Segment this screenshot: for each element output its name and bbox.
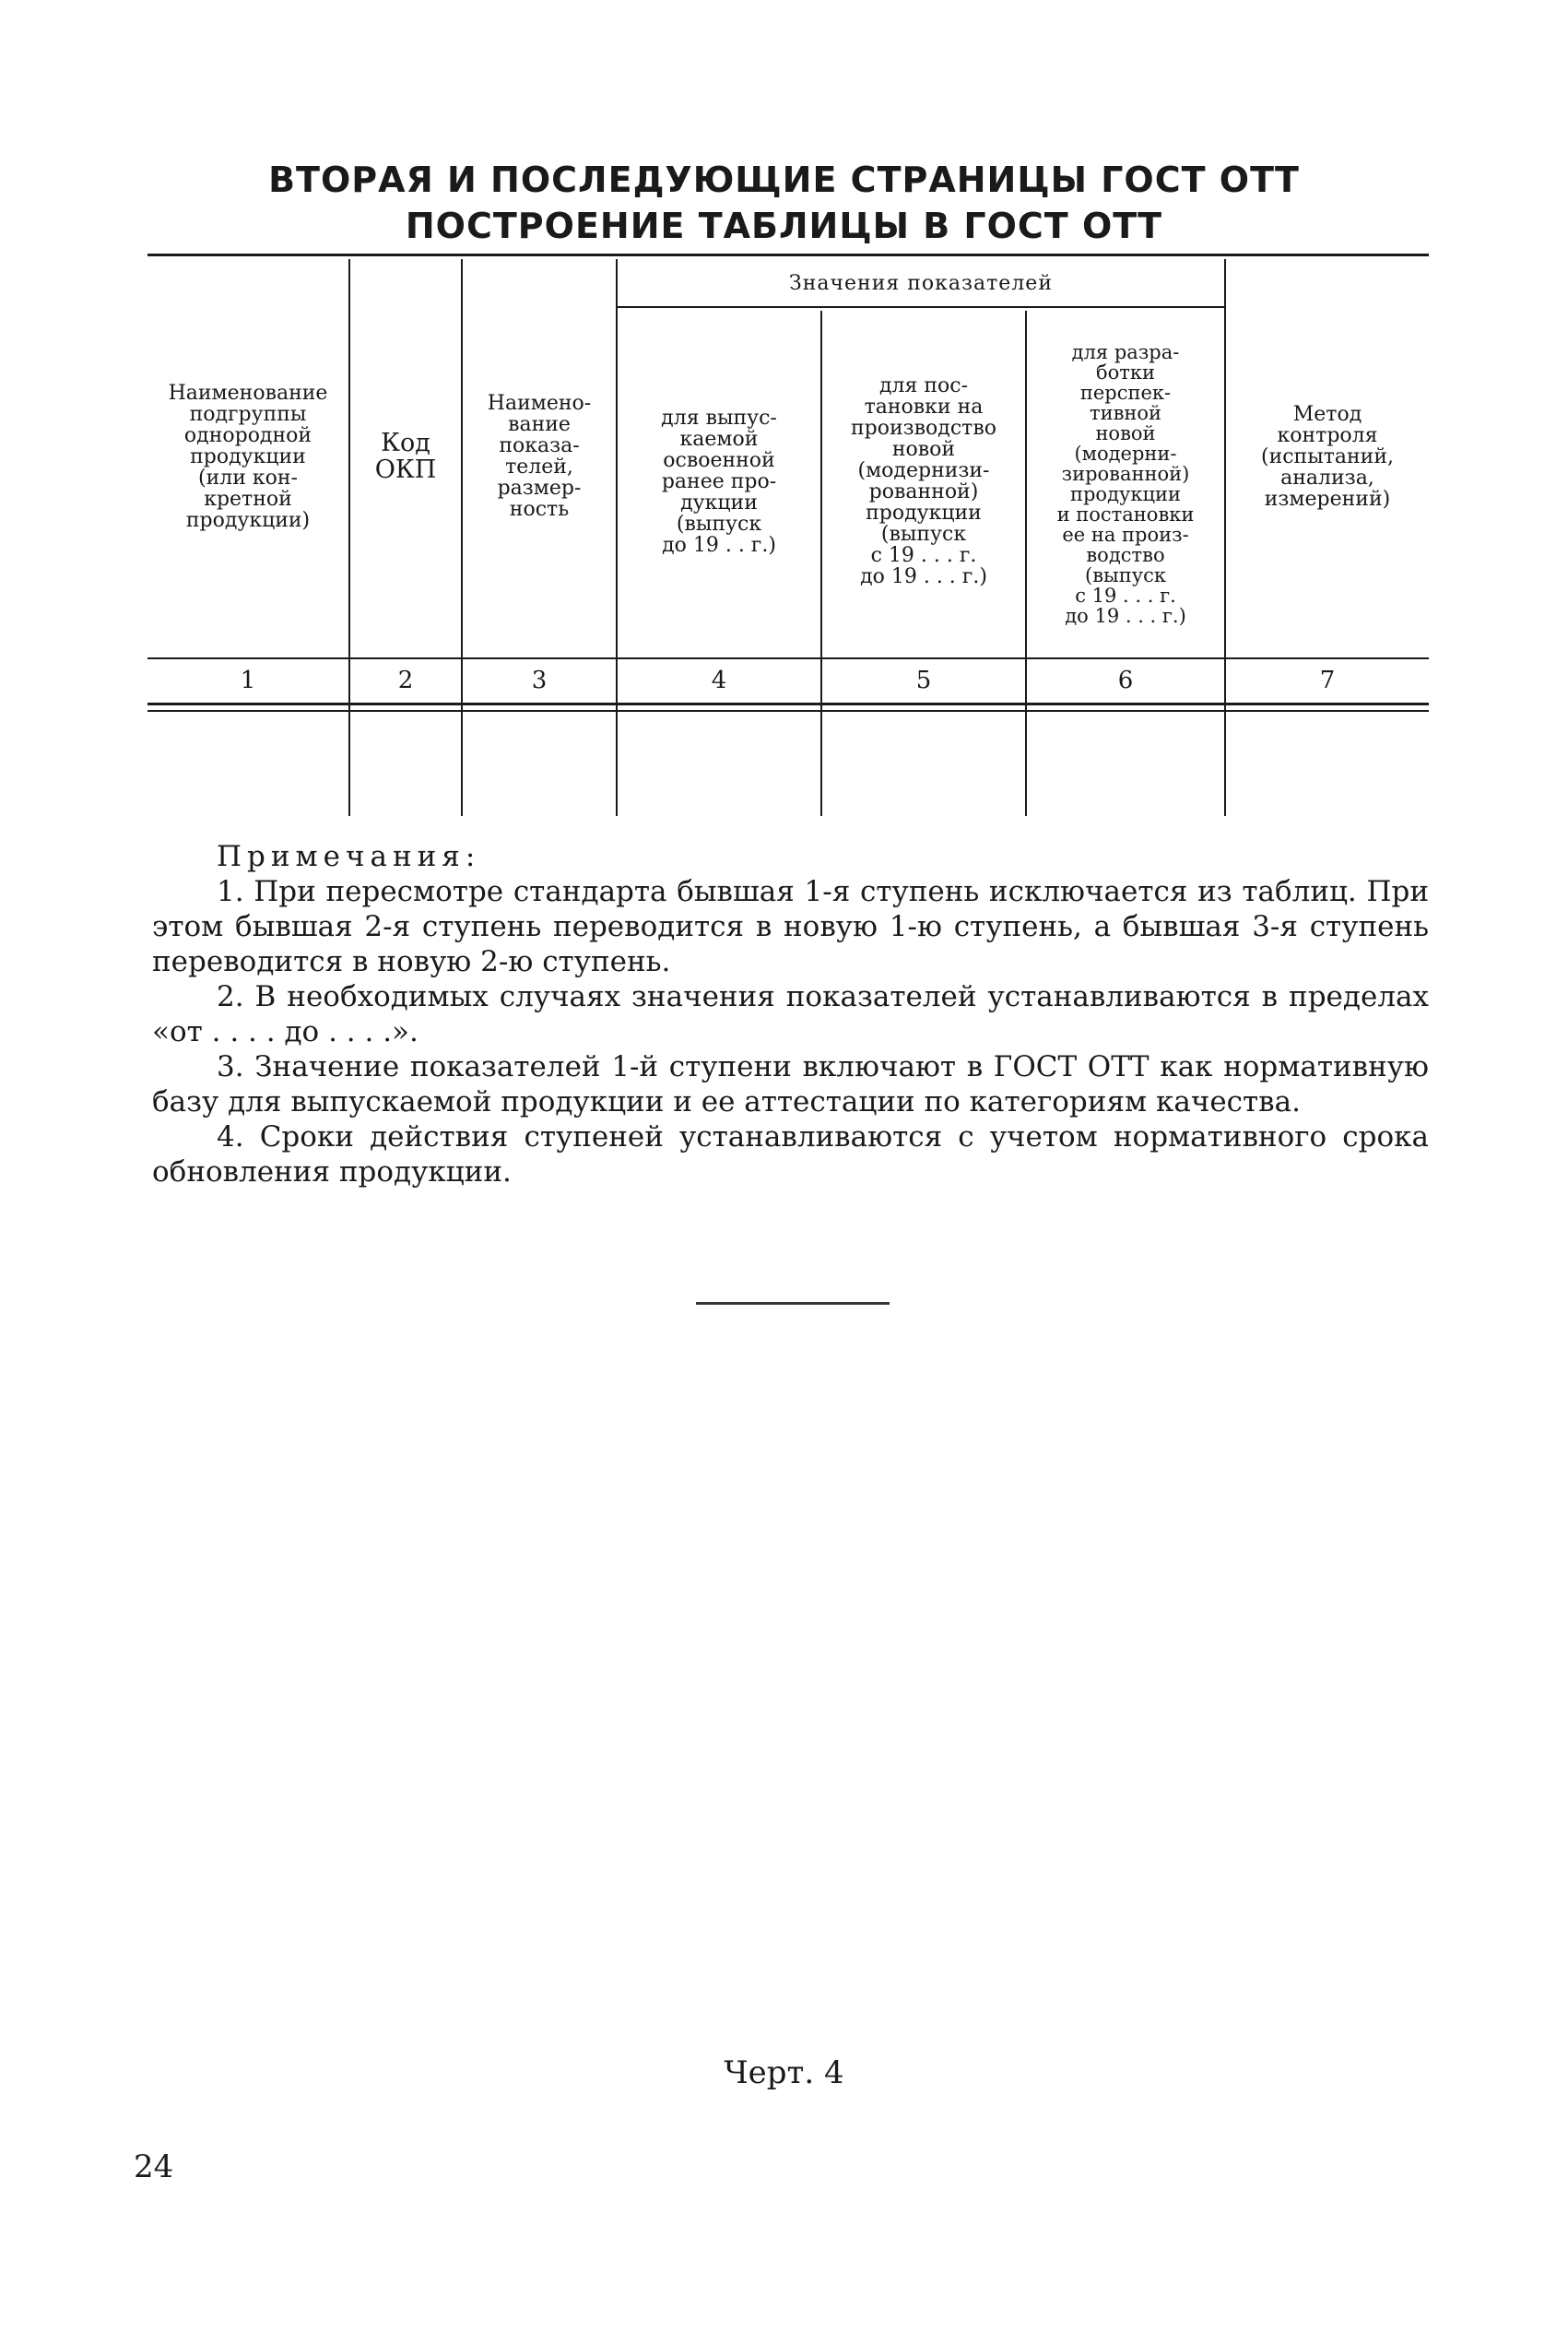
indicators-table — [147, 254, 1429, 816]
page-number: 24 — [134, 2148, 174, 2185]
group-header-rule — [616, 306, 1224, 308]
column-number: 4 — [711, 666, 727, 694]
column-header-subgroup-name: Наименование подгруппы однородной продукции (или кон- кретной продукции) — [168, 381, 328, 532]
column-header-new-product: для пос- тановки на производство новой (модернизи- рованной) продукции (выпуск с 19 . . . г. до 19 . . . г.) — [851, 374, 996, 588]
column-number: 5 — [915, 666, 932, 694]
separator-rule — [696, 1302, 890, 1305]
group-header-values: Значения показателей — [789, 272, 1053, 295]
note-item: 1. При пересмотре стандарта бывшая 1-я ступень исключается из таблиц. При этом бывшая 2-я ступень переводится в новую 1-ю ступень, а бывшая 3-я ступень переводится в новую 2-ю ступень. — [152, 875, 1429, 978]
numbers-bottom-rule-2 — [147, 710, 1429, 712]
column-number: 6 — [1117, 666, 1134, 694]
title-line-2: ПОСТРОЕНИЕ ТАБЛИЦЫ В ГОСТ ОТТ — [405, 206, 1163, 246]
column-number: 7 — [1319, 666, 1336, 694]
column-header-prospective-product: для разра- ботки перспек- тивной новой (модерни- зированной) продукции и постановки ее на произ- водство (выпуск с 19 . . . г. до 19 . . . г.) — [1056, 341, 1195, 627]
numbers-bottom-rule — [147, 703, 1429, 705]
notes-heading: Примечания: — [217, 840, 481, 873]
column-number: 3 — [531, 666, 548, 694]
column-header-indicator-name: Наимено- вание показа- телей, размер- ность — [487, 392, 592, 521]
notes — [152, 839, 1429, 1189]
column-number: 2 — [397, 666, 414, 694]
column-header-control-method: Метод контроля (испытаний, анализа, измерений) — [1260, 402, 1394, 511]
page-title — [0, 157, 1568, 249]
column-header-existing-product: для выпус- каемой освоенной ранее про- дукции (выпуск до 19 . . г.) — [661, 406, 777, 557]
note-item: 2. В необходимых случаях значения показателей устанавливаются в пределах «от . . . . до . . . .». — [152, 980, 1429, 1048]
title-line-1: ВТОРАЯ И ПОСЛЕДУЮЩИЕ СТРАНИЦЫ ГОСТ ОТТ — [268, 160, 1300, 200]
column-number: 1 — [240, 666, 256, 694]
note-item: 4. Сроки действия ступеней устанавливаются с учетом нормативного срока обновления продукции. — [152, 1120, 1429, 1189]
note-item: 3. Значение показателей 1-й ступени включают в ГОСТ ОТТ как нормативную базу для выпускаемой продукции и ее аттестации по категориям качества. — [152, 1050, 1429, 1118]
table-top-rule — [147, 254, 1429, 256]
header-bottom-rule — [147, 657, 1429, 659]
figure-caption: Черт. 4 — [724, 2054, 844, 2091]
column-header-okp-code: Код ОКП — [374, 429, 437, 484]
